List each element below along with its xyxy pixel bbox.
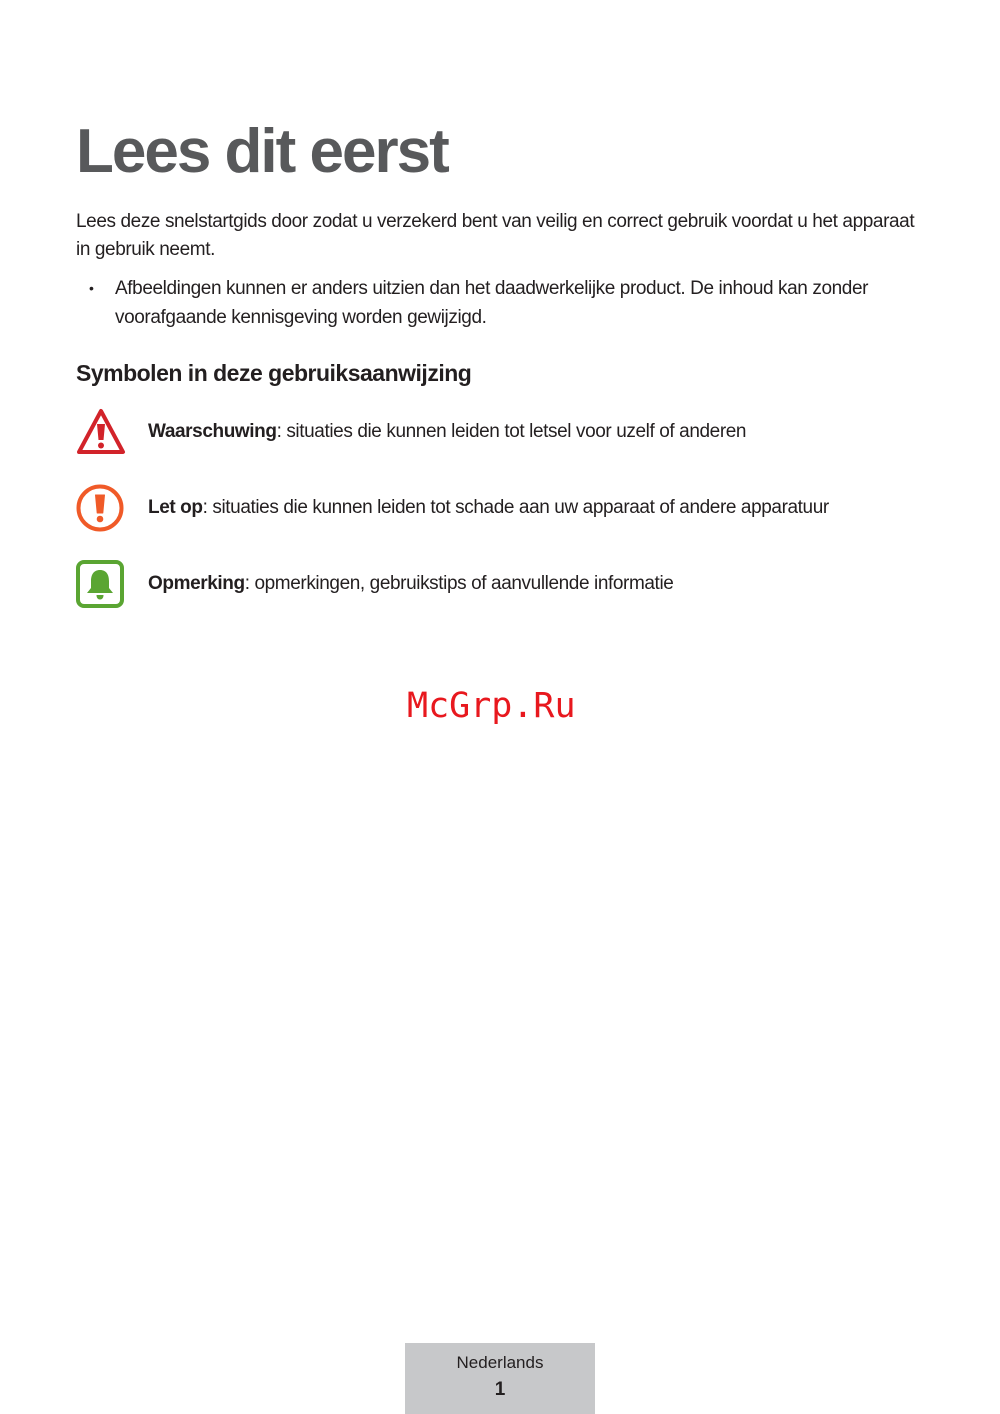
symbol-text-note: [148, 572, 673, 596]
warning-triangle-icon: [76, 408, 126, 456]
symbol-description: : situaties die kunnen leiden tot schade aan uw apparaat of andere apparatuur: [202, 497, 829, 518]
bullet-list: [76, 274, 926, 332]
section-heading: Symbolen in deze gebruiksaanwijzing: [76, 360, 472, 386]
caution-circle-icon: [76, 484, 126, 532]
symbol-term: Waarschuwing: [148, 421, 277, 442]
intro-paragraph: Lees deze snelstartgids door zodat u verzekerd bent van veilig en correct gebruik voordat u het apparaat in gebruik neemt.: [76, 211, 915, 260]
page-number: 1: [494, 1379, 506, 1400]
footer-language: Nederlands: [456, 1353, 544, 1372]
note-bell-icon: [76, 560, 126, 608]
watermark: McGrp.Ru: [407, 686, 576, 726]
symbol-row-note: [76, 560, 926, 608]
page-title: Lees dit eerst: [76, 117, 448, 186]
symbol-description: : situaties die kunnen leiden tot letsel voor uzelf of anderen: [276, 421, 747, 442]
symbol-row-caution: [76, 484, 926, 532]
symbol-term: Let op: [148, 497, 203, 518]
bullet-text: Afbeeldingen kunnen er anders uitzien dan het daadwerkelijke product. De inhoud kan zonder voorafgaande kennisgeving worden gewijzigd.: [115, 278, 869, 328]
list-item: [76, 274, 926, 332]
page-footer: [405, 1343, 595, 1414]
symbol-text-caution: [148, 496, 829, 520]
symbol-row-warning: [76, 408, 926, 456]
symbol-term: Opmerking: [148, 573, 245, 594]
symbol-text-warning: [148, 420, 746, 444]
bullet-marker: •: [89, 280, 94, 296]
symbol-description: : opmerkingen, gebruikstips of aanvullende informatie: [244, 573, 674, 594]
